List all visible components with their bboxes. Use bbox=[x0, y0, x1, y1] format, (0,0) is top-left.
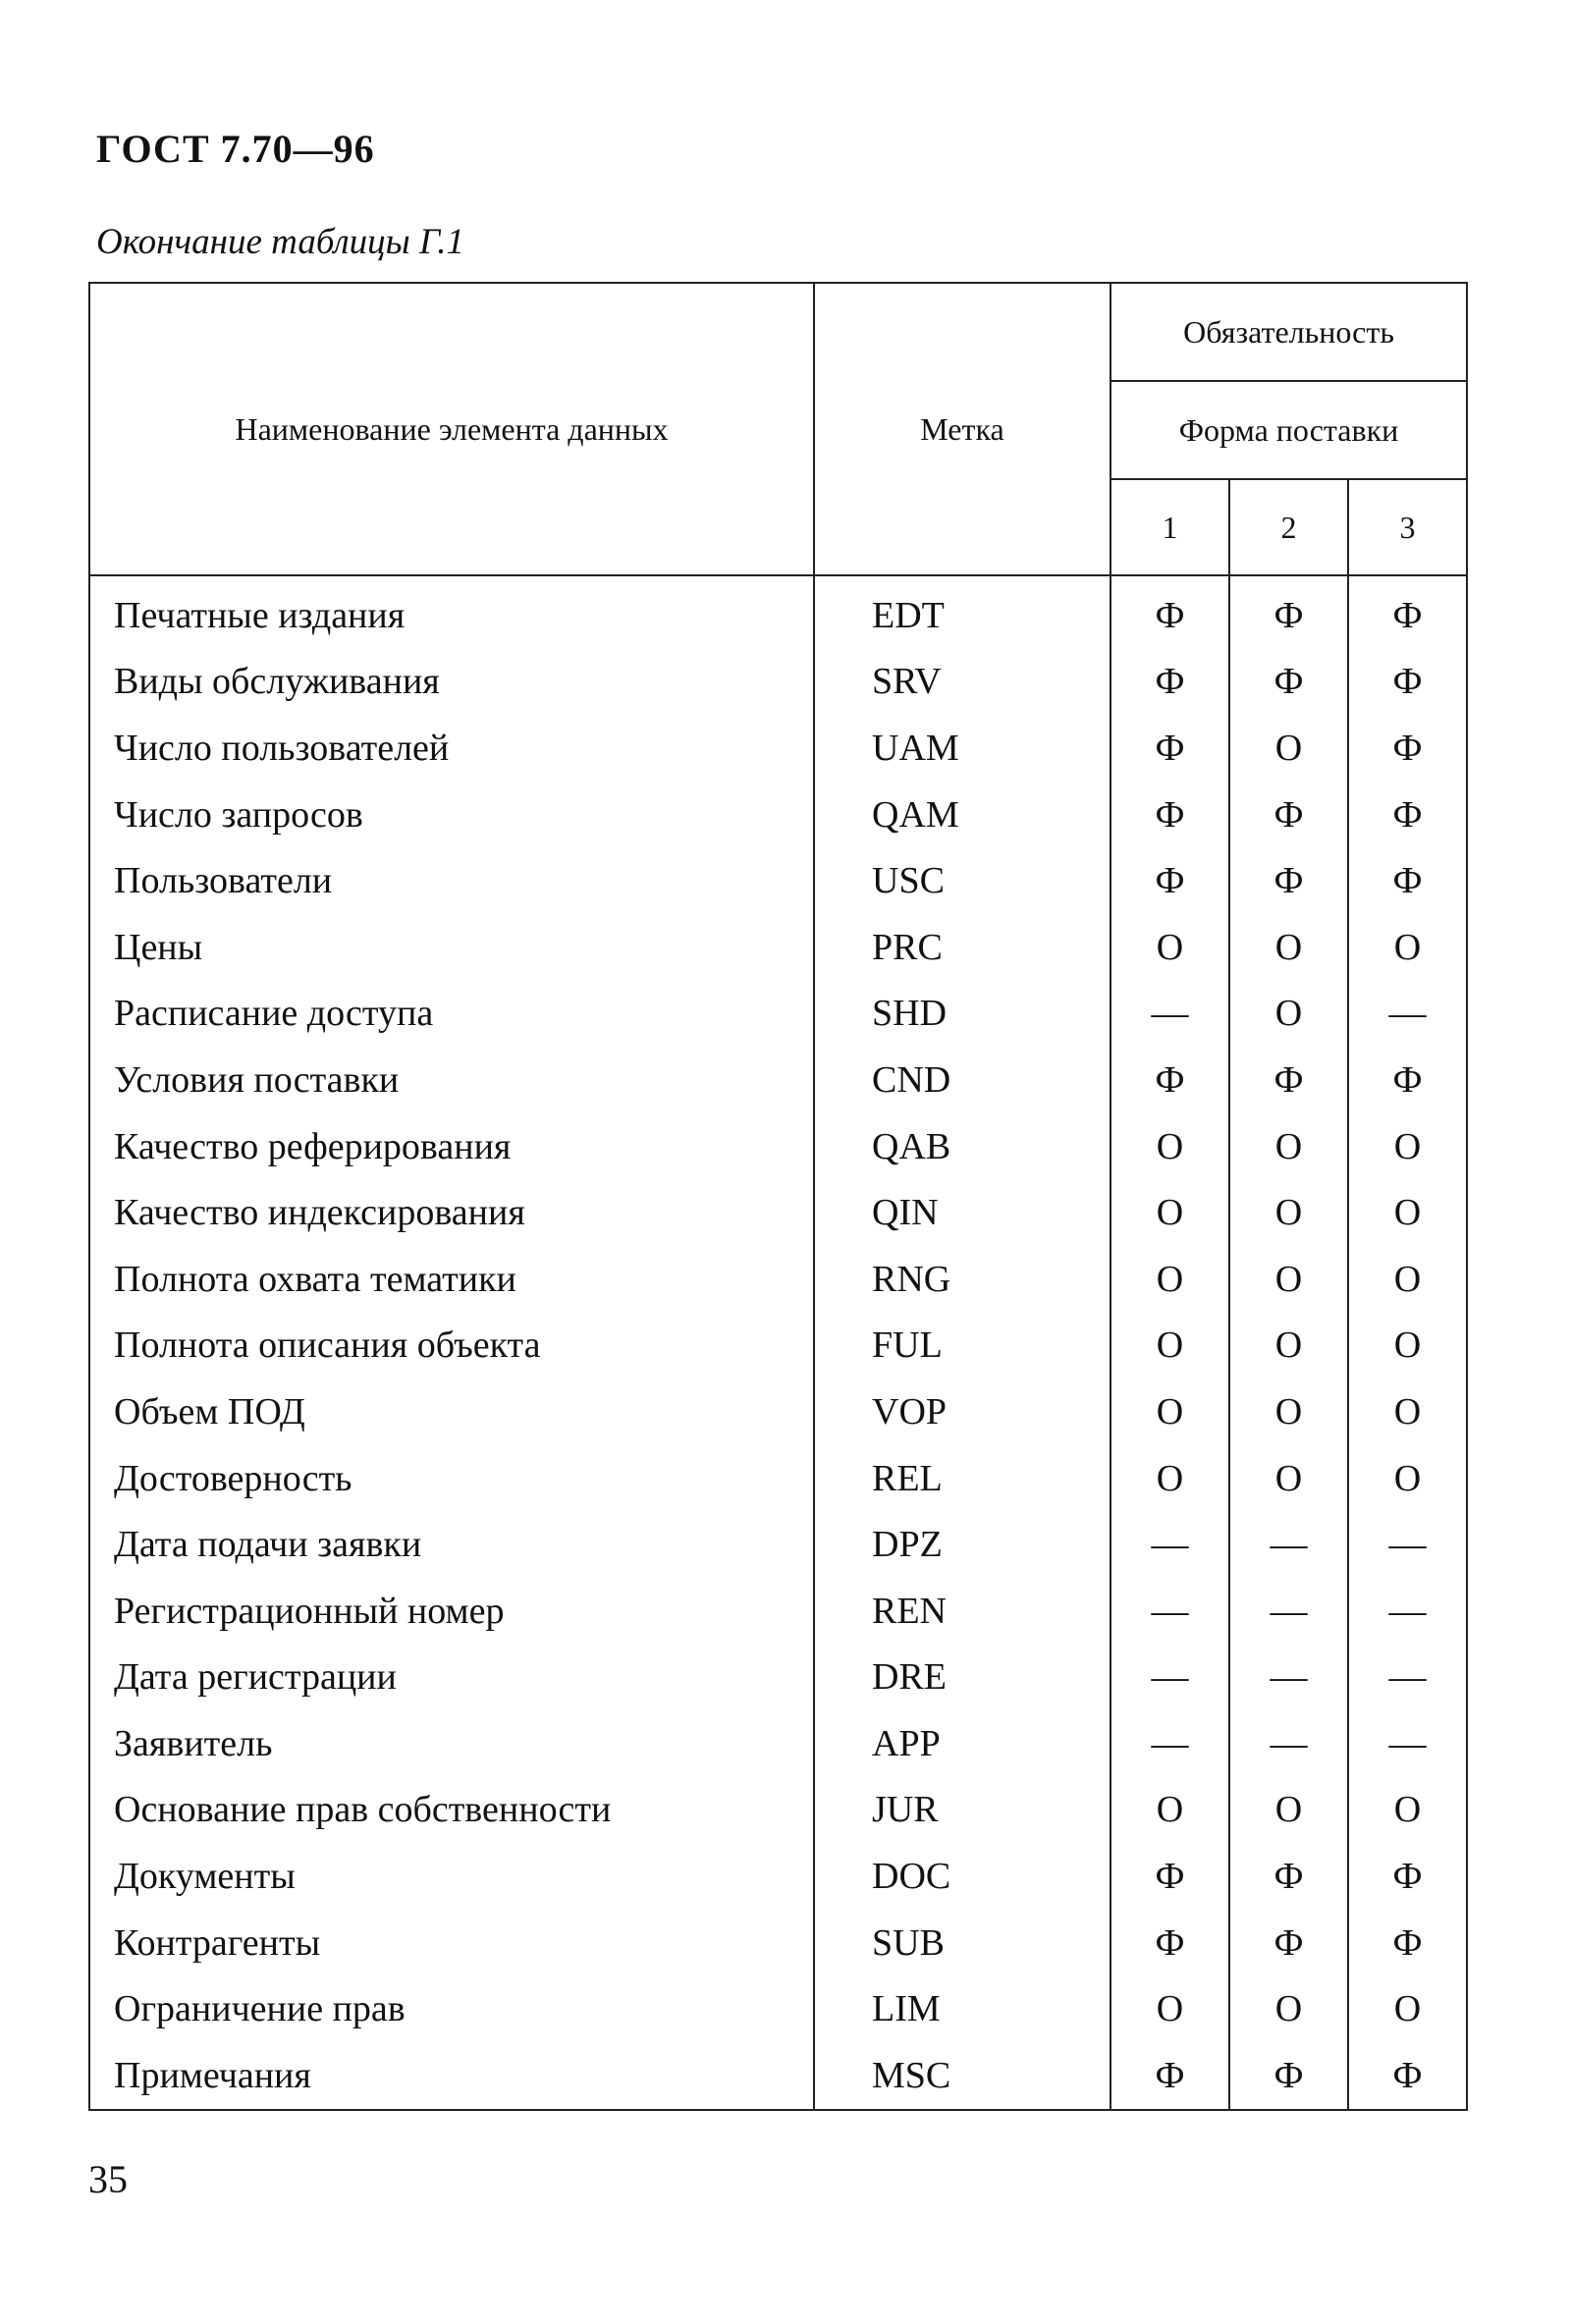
cell-form-1: Ф bbox=[1111, 649, 1229, 716]
cell-element-name: Цены bbox=[89, 914, 814, 981]
table-row bbox=[89, 1843, 1467, 1910]
cell-element-name: Дата регистрации bbox=[89, 1645, 814, 1711]
cell-element-name: Основание прав собственности bbox=[89, 1777, 814, 1844]
cell-element-name: Достоверность bbox=[89, 1445, 814, 1512]
cell-form-1: — bbox=[1111, 981, 1229, 1048]
table-row bbox=[89, 1313, 1467, 1379]
cell-form-3: О bbox=[1348, 1378, 1467, 1445]
cell-form-2: — bbox=[1229, 1710, 1348, 1777]
cell-tag: FUL bbox=[814, 1313, 1111, 1379]
cell-element-name: Документы bbox=[89, 1843, 814, 1910]
cell-element-name: Заявитель bbox=[89, 1710, 814, 1777]
column-header-name: Наименование элемента данных bbox=[89, 283, 814, 575]
cell-form-3: — bbox=[1348, 1511, 1467, 1578]
table-row bbox=[89, 1179, 1467, 1246]
cell-form-1: Ф bbox=[1111, 715, 1229, 782]
table-body bbox=[89, 575, 1467, 2110]
cell-element-name: Качество индексирования bbox=[89, 1179, 814, 1246]
table-row bbox=[89, 1378, 1467, 1445]
cell-form-2: О bbox=[1229, 1378, 1348, 1445]
data-elements-table bbox=[88, 282, 1468, 2111]
cell-form-3: О bbox=[1348, 914, 1467, 981]
table-row bbox=[89, 1047, 1467, 1113]
cell-form-2: Ф bbox=[1229, 2042, 1348, 2110]
cell-form-1: О bbox=[1111, 1113, 1229, 1180]
table-row bbox=[89, 575, 1467, 649]
cell-form-3: Ф bbox=[1348, 715, 1467, 782]
cell-element-name: Дата подачи заявки bbox=[89, 1511, 814, 1578]
cell-form-2: О bbox=[1229, 1777, 1348, 1844]
cell-form-1: О bbox=[1111, 1445, 1229, 1512]
cell-tag: QIN bbox=[814, 1179, 1111, 1246]
cell-form-1: Ф bbox=[1111, 575, 1229, 649]
cell-form-3: Ф bbox=[1348, 782, 1467, 848]
cell-element-name: Регистрационный номер bbox=[89, 1578, 814, 1645]
cell-form-1: Ф bbox=[1111, 2042, 1229, 2110]
cell-form-3: О bbox=[1348, 1246, 1467, 1313]
cell-form-2: Ф bbox=[1229, 847, 1348, 914]
cell-tag: QAM bbox=[814, 782, 1111, 848]
cell-tag: LIM bbox=[814, 1975, 1111, 2042]
cell-element-name: Печатные издания bbox=[89, 575, 814, 649]
cell-form-3: Ф bbox=[1348, 575, 1467, 649]
cell-tag: MSC bbox=[814, 2042, 1111, 2110]
column-header-delivery-form: Форма поставки bbox=[1111, 381, 1467, 479]
table-row bbox=[89, 1113, 1467, 1180]
table-row bbox=[89, 782, 1467, 848]
cell-tag: REL bbox=[814, 1445, 1111, 1512]
table-caption: Окончание таблицы Г.1 bbox=[96, 222, 464, 262]
cell-tag: SRV bbox=[814, 649, 1111, 716]
cell-form-2: Ф bbox=[1229, 1910, 1348, 1976]
cell-element-name: Примечания bbox=[89, 2042, 814, 2110]
table-row bbox=[89, 1578, 1467, 1645]
cell-form-3: О bbox=[1348, 1113, 1467, 1180]
column-header-tag: Метка bbox=[814, 283, 1111, 575]
cell-tag: EDT bbox=[814, 575, 1111, 649]
cell-element-name: Пользователи bbox=[89, 847, 814, 914]
table-row bbox=[89, 1975, 1467, 2042]
cell-form-1: — bbox=[1111, 1645, 1229, 1711]
page-number: 35 bbox=[88, 2157, 128, 2201]
cell-form-2: — bbox=[1229, 1578, 1348, 1645]
cell-form-1: О bbox=[1111, 1378, 1229, 1445]
cell-form-2: О bbox=[1229, 715, 1348, 782]
cell-element-name: Число пользователей bbox=[89, 715, 814, 782]
cell-form-2: Ф bbox=[1229, 649, 1348, 716]
cell-tag: VOP bbox=[814, 1378, 1111, 1445]
cell-form-3: Ф bbox=[1348, 649, 1467, 716]
table-row bbox=[89, 2042, 1467, 2110]
cell-element-name: Виды обслуживания bbox=[89, 649, 814, 716]
cell-tag: DRE bbox=[814, 1645, 1111, 1711]
cell-element-name: Объем ПОД bbox=[89, 1378, 814, 1445]
table-row bbox=[89, 1445, 1467, 1512]
column-header-form-3: 3 bbox=[1348, 479, 1467, 575]
cell-form-1: О bbox=[1111, 1975, 1229, 2042]
cell-form-2: Ф bbox=[1229, 1843, 1348, 1910]
cell-form-3: О bbox=[1348, 1313, 1467, 1379]
cell-form-2: О bbox=[1229, 1179, 1348, 1246]
table-row bbox=[89, 715, 1467, 782]
cell-form-3: — bbox=[1348, 1578, 1467, 1645]
cell-element-name: Расписание доступа bbox=[89, 981, 814, 1048]
cell-form-3: О bbox=[1348, 1777, 1467, 1844]
table-row bbox=[89, 1710, 1467, 1777]
cell-form-3: Ф bbox=[1348, 1047, 1467, 1113]
table-row bbox=[89, 1645, 1467, 1711]
cell-form-2: — bbox=[1229, 1645, 1348, 1711]
cell-element-name: Ограничение прав bbox=[89, 1975, 814, 2042]
document-code: ГОСТ 7.70—96 bbox=[96, 127, 375, 171]
cell-form-1: О bbox=[1111, 1246, 1229, 1313]
cell-form-3: Ф bbox=[1348, 1843, 1467, 1910]
cell-element-name: Полнота описания объекта bbox=[89, 1313, 814, 1379]
table-row bbox=[89, 1777, 1467, 1844]
cell-tag: DPZ bbox=[814, 1511, 1111, 1578]
column-header-form-1: 1 bbox=[1111, 479, 1229, 575]
cell-form-2: О bbox=[1229, 981, 1348, 1048]
cell-form-3: — bbox=[1348, 1710, 1467, 1777]
cell-tag: DOC bbox=[814, 1843, 1111, 1910]
cell-form-3: — bbox=[1348, 1645, 1467, 1711]
cell-tag: UAM bbox=[814, 715, 1111, 782]
table-row bbox=[89, 1910, 1467, 1976]
cell-form-1: Ф bbox=[1111, 782, 1229, 848]
cell-tag: APP bbox=[814, 1710, 1111, 1777]
cell-form-2: О bbox=[1229, 1975, 1348, 2042]
cell-form-1: Ф bbox=[1111, 847, 1229, 914]
cell-element-name: Контрагенты bbox=[89, 1910, 814, 1976]
cell-form-1: — bbox=[1111, 1578, 1229, 1645]
cell-tag: PRC bbox=[814, 914, 1111, 981]
cell-element-name: Число запросов bbox=[89, 782, 814, 848]
cell-form-3: Ф bbox=[1348, 1910, 1467, 1976]
table-row bbox=[89, 1511, 1467, 1578]
cell-form-2: О bbox=[1229, 914, 1348, 981]
cell-form-2: О bbox=[1229, 1113, 1348, 1180]
table-row bbox=[89, 649, 1467, 716]
cell-form-2: О bbox=[1229, 1445, 1348, 1512]
cell-form-1: О bbox=[1111, 1777, 1229, 1844]
cell-tag: CND bbox=[814, 1047, 1111, 1113]
cell-form-2: О bbox=[1229, 1246, 1348, 1313]
cell-form-2: — bbox=[1229, 1511, 1348, 1578]
cell-element-name: Полнота охвата тематики bbox=[89, 1246, 814, 1313]
cell-form-1: О bbox=[1111, 914, 1229, 981]
cell-form-2: Ф bbox=[1229, 782, 1348, 848]
cell-form-3: Ф bbox=[1348, 2042, 1467, 2110]
table-row bbox=[89, 914, 1467, 981]
cell-form-1: Ф bbox=[1111, 1843, 1229, 1910]
table-row bbox=[89, 1246, 1467, 1313]
column-header-obligation: Обязательность bbox=[1111, 283, 1467, 381]
cell-tag: SHD bbox=[814, 981, 1111, 1048]
cell-element-name: Качество реферирования bbox=[89, 1113, 814, 1180]
cell-tag: RNG bbox=[814, 1246, 1111, 1313]
cell-tag: JUR bbox=[814, 1777, 1111, 1844]
column-header-form-2: 2 bbox=[1229, 479, 1348, 575]
cell-form-3: О bbox=[1348, 1445, 1467, 1512]
cell-form-1: — bbox=[1111, 1511, 1229, 1578]
table-row bbox=[89, 981, 1467, 1048]
cell-form-3: Ф bbox=[1348, 847, 1467, 914]
cell-form-2: Ф bbox=[1229, 1047, 1348, 1113]
table-row bbox=[89, 847, 1467, 914]
cell-form-1: — bbox=[1111, 1710, 1229, 1777]
cell-form-1: О bbox=[1111, 1179, 1229, 1246]
cell-tag: QAB bbox=[814, 1113, 1111, 1180]
cell-form-1: Ф bbox=[1111, 1047, 1229, 1113]
cell-form-1: Ф bbox=[1111, 1910, 1229, 1976]
cell-form-3: — bbox=[1348, 981, 1467, 1048]
cell-form-3: О bbox=[1348, 1975, 1467, 2042]
cell-form-2: О bbox=[1229, 1313, 1348, 1379]
cell-form-3: О bbox=[1348, 1179, 1467, 1246]
cell-element-name: Условия поставки bbox=[89, 1047, 814, 1113]
cell-form-1: О bbox=[1111, 1313, 1229, 1379]
cell-tag: SUB bbox=[814, 1910, 1111, 1976]
cell-tag: USC bbox=[814, 847, 1111, 914]
cell-form-2: Ф bbox=[1229, 575, 1348, 649]
cell-tag: REN bbox=[814, 1578, 1111, 1645]
